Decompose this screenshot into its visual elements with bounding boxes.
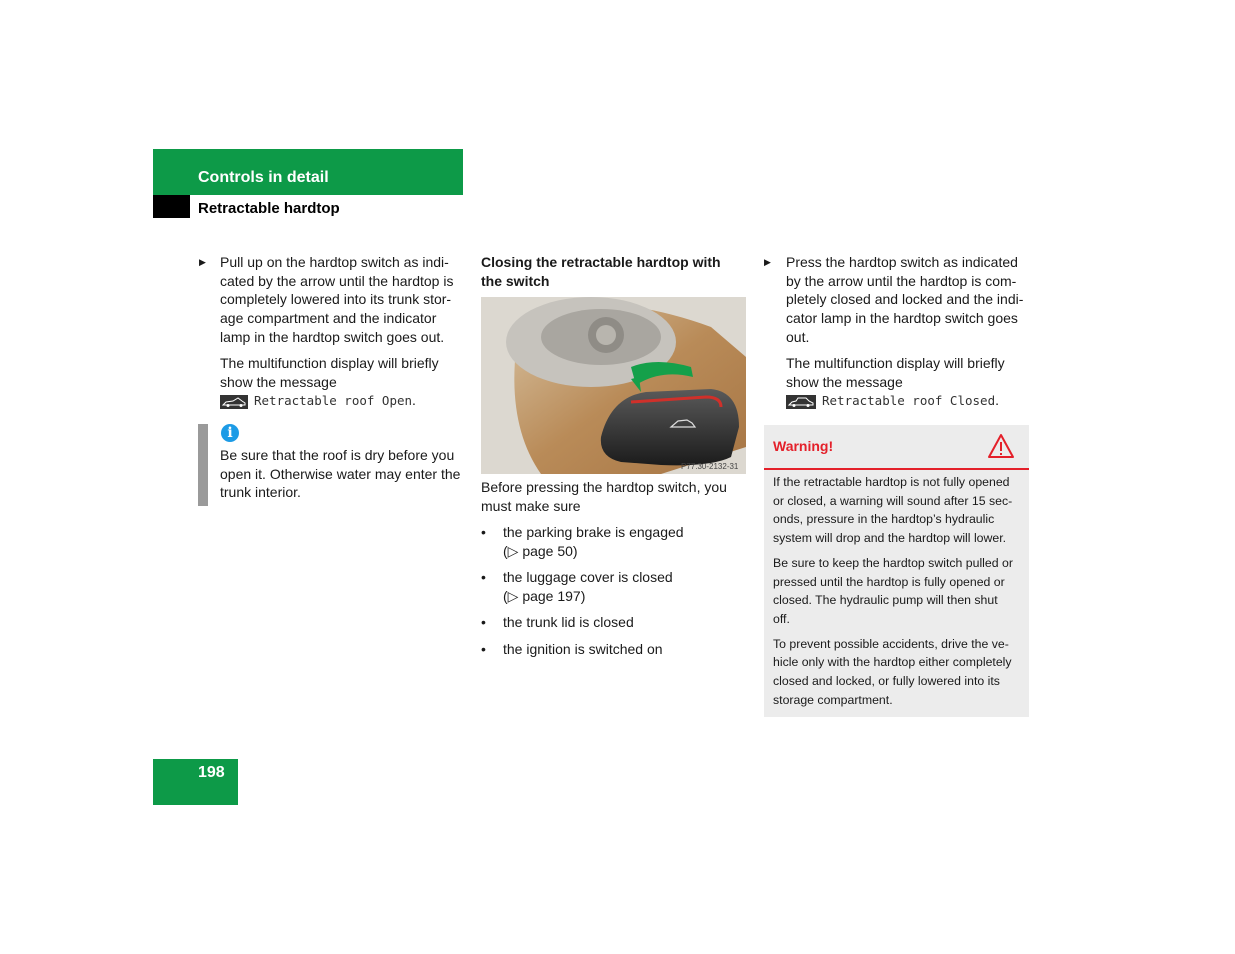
arrow-bullet-icon: ▶ — [764, 257, 771, 267]
warning-paragraph: If the retractable hardtop is not fully opened or closed, a warning will sound after 15 sec- onds, pressure in the hardtop’s hydraulic system will drop and the hardtop will lower. — [773, 475, 1013, 546]
hardtop-switch-photo — [481, 297, 746, 474]
info-sidebar — [198, 424, 208, 506]
list-item: • the parking brake is engaged (▷ page 50) — [481, 524, 684, 559]
convertible-car-icon — [220, 395, 248, 409]
info-icon: i — [221, 424, 239, 442]
page-number-band — [153, 759, 238, 805]
photo-caption: P77.30-2132-31 — [681, 462, 739, 471]
list-item: • the trunk lid is closed — [481, 614, 634, 630]
warning-title: Warning! — [773, 438, 834, 454]
display-message: Retractable roof Closed — [822, 393, 996, 409]
display-note-close: The multifunction display will briefly show the message Retractable roof Closed. — [786, 355, 1005, 409]
closing-heading: Closing the retractable hardtop with the switch — [481, 254, 721, 289]
step-open: Pull up on the hardtop switch as indi- cated by the arrow until the hardtop is completely lowered into its trunk stor- age compartment and the indicator lamp in the hardtop switch goes out. — [220, 254, 454, 345]
page-number: 198 — [198, 764, 225, 781]
info-note: Be sure that the roof is dry before you open it. Otherwise water may enter the trunk interior. — [220, 447, 461, 501]
list-item: • the ignition is switched on — [481, 641, 663, 657]
warning-text — [773, 473, 1025, 709]
warning-triangle-icon — [987, 433, 1015, 459]
before-pressing-intro: Before pressing the hardtop switch, you must make sure — [481, 479, 727, 514]
precondition-list — [481, 523, 746, 667]
display-note-open: The multifunction display will briefly show the message Retractable roof Open. — [220, 355, 439, 409]
convertible-car-icon — [786, 395, 816, 409]
subsection-title: Retractable hardtop — [198, 200, 340, 217]
list-item: • the luggage cover is closed (▷ page 197) — [481, 569, 673, 604]
section-title: Controls in detail — [198, 169, 329, 186]
display-message: Retractable roof Open — [254, 393, 413, 409]
warning-paragraph: Be sure to keep the hardtop switch pulled or pressed until the hardtop is fully opened or closed. The hydraulic pump will then shut off. — [773, 555, 1013, 626]
subsection-marker — [153, 195, 190, 218]
arrow-bullet-icon: ▶ — [199, 257, 206, 267]
step-close: Press the hardtop switch as indicated by the arrow until the hardtop is com- pletely closed and locked and the indi- cator lamp in the hardtop switch goes out. — [786, 254, 1024, 345]
warning-paragraph: To prevent possible accidents, drive the ve- hicle only with the hardtop either completely closed and locked, or fully lowered into its storage compartment. — [773, 636, 1012, 707]
